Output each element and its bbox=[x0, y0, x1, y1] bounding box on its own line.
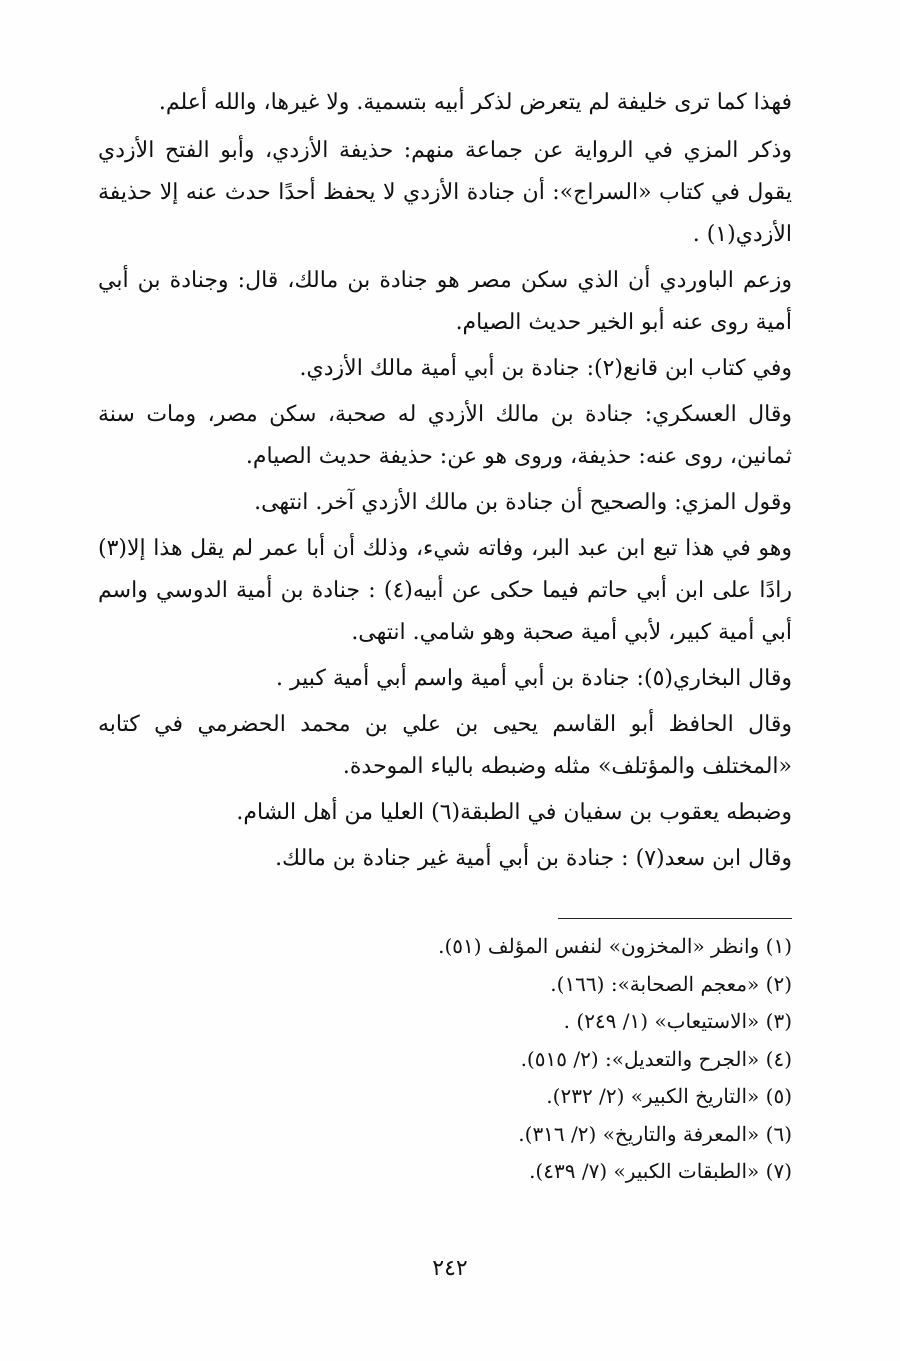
paragraph: وذكر المزي في الرواية عن جماعة منهم: حذيفة الأزدي، وأبو الفتح الأزدي يقول في كتاب «السراج»: أن جنادة الأزدي لا يحفظ أحدًا حدث عنه إلا حذيفة الأزدي(١) . bbox=[98, 138, 792, 247]
paragraph: وقال الحافظ أبو القاسم يحيى بن علي بن محمد الحضرمي في كتابه «المختلف والمؤتلف» مثله وضبطه بالياء الموحدة. bbox=[98, 712, 792, 779]
footnote: (١) وانظر «المخزون» لنفس المؤلف (٥١). bbox=[438, 934, 792, 958]
paragraph: وقال العسكري: جنادة بن مالك الأزدي له صحبة، سكن مصر، ومات سنة ثمانين، روى عنه: حذيفة، وروى هو عن: حذيفة حديث الصيام. bbox=[98, 402, 792, 469]
paragraph: وقال ابن سعد(٧) : جنادة بن أبي أمية غير جنادة بن مالك. bbox=[275, 846, 792, 871]
footnote: (٧) «الطبقات الكبير» (٧/ ٤٣٩). bbox=[529, 1159, 792, 1183]
paragraph: وهو في هذا تبع ابن عبد البر، وفاته شيء، وذلك أن أبا عمر لم يقل هذا إلا(٣) رادًا على ابن أبي حاتم فيما حكى عن أبيه(٤) : جنادة بن أمية الدوسي واسم أبي أمية كبير، لأبي أمية صحبة وهو شامي. انتهى. bbox=[98, 536, 793, 645]
paragraph: وضبطه يعقوب بن سفيان في الطبقة(٦) العليا من أهل الشام. bbox=[236, 800, 792, 825]
footnote: (٤) «الجرح والتعديل»: (٢/ ٥١٥). bbox=[520, 1046, 792, 1071]
page-number: ٢٤٢ bbox=[432, 1256, 468, 1281]
footnotes bbox=[300, 928, 792, 1191]
paragraph: وقول المزي: والصحيح أن جنادة بن مالك الأزدي آخر. انتهى. bbox=[254, 490, 792, 515]
paragraph: فهذا كما ترى خليفة لم يتعرض لذكر أبيه بتسمية. ولا غيرها، والله أعلم. bbox=[158, 90, 792, 115]
footnote: (٦) «المعرفة والتاريخ» (٢/ ٣١٦). bbox=[518, 1121, 792, 1146]
footnote: (٥) «التاريخ الكبير» (٢/ ٢٣٢). bbox=[546, 1084, 792, 1108]
footnote-divider bbox=[558, 918, 792, 919]
paragraph: وزعم الباوردي أن الذي سكن مصر هو جنادة بن مالك، قال: وجنادة بن أبي أمية روى عنه أبو الخير حديث الصيام. bbox=[98, 268, 792, 335]
footnote: (٢) «معجم الصحابة»: (١٦٦). bbox=[550, 971, 792, 996]
paragraph: وفي كتاب ابن قانع(٢): جنادة بن أبي أمية مالك الأزدي. bbox=[299, 356, 792, 381]
main-text bbox=[98, 82, 792, 884]
footnote: (٣) «الاستيعاب» (١/ ٢٤٩) . bbox=[563, 1009, 792, 1033]
paragraph: وقال البخاري(٥): جنادة بن أبي أمية واسم أبي أمية كبير . bbox=[275, 666, 792, 691]
